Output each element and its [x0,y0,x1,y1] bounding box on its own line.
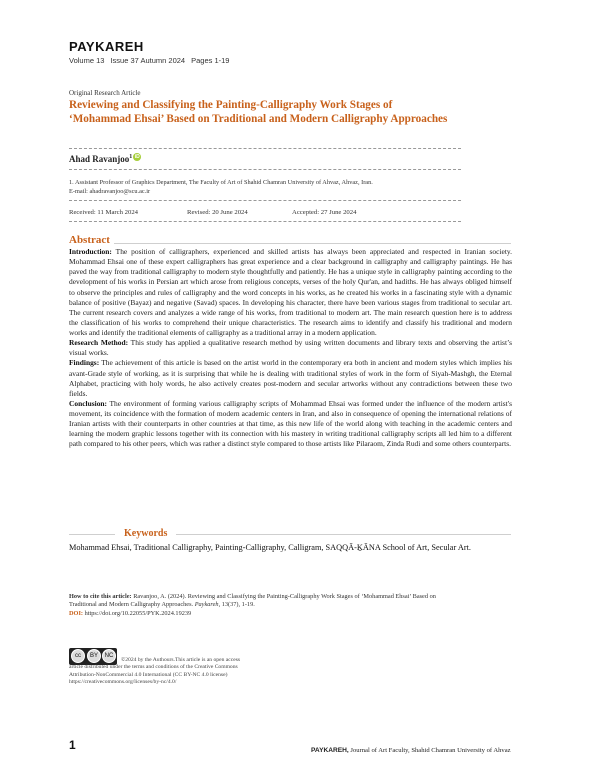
divider-dates [69,200,461,201]
citation-journal: Paykareh [194,601,219,609]
citation-label: How to cite this article: [69,593,132,600]
method-label: Research Method: [69,338,129,348]
license-line-2: article distributed under the terms and conditions of the Creative Commons [69,664,238,671]
citation-doi [69,610,461,618]
abstract-introduction [69,247,512,338]
abstract-body [69,247,512,450]
citation-text: Ravanjoo, A. (2024). Reviewing and Classifying the Painting-Calligraphy Work Stages of ‘Mohammad Ehsai’ Based on Traditional and Modern Calligraphy Approaches. [69,593,436,609]
keywords-list: Mohammad Ehsai, Traditional Calligraphy, Painting-Calligraphy, Calligram, SAQQĀ-ḴĀNA School of Art, Secular Art. [69,543,471,552]
doi-label: DOI: [69,609,83,617]
volume-issue-line [69,56,235,65]
footer-text: Journal of Art Faculty, Shahid Chamran University of Ahvaz [348,747,511,754]
revised-date: Revised: 20 June 2024 [187,209,248,216]
license-text [69,657,309,687]
findings-text: The achievement of this article is based on the artist world in the contemporary era both in ancient and modern styles which implies his avant-Grade style of working, as it is surprising that while he is dealing with traditional styles of work in the form of Siyah-Mashgh, the Eternal Alphabet, practicing with holy words, he also actively creates post-modern and secular artworks without any contradictions between these two fields. [69,358,512,398]
conclusion-label: Conclusion: [69,398,108,408]
journal-name: PAYKAREH [69,39,144,54]
cc-icon: cc [71,649,85,663]
abstract-findings [69,358,512,399]
license-line-1: ©2024 by the Authours.This article is an open access [121,657,241,663]
conclusion-text: The environment of forming various calligraphy scripts of Mohammad Ehsai was formed under the influence of the modern artist's movement, its coincidence with the formation of modern academic centers in Iran, and also in consequence of opening the international relations of Iranian artists with their counterparts in other countries at that time, as this new life of the world along with teaching in the academic centers and learning the modern graphic lessons together with its connection with his mastery in writing traditional calligraphy scripts all led him to a different path compared to his other peers, which was rather a distinct style compared to those artists like Pilaraom, Zinda Rudi and some others counterparts. [69,398,512,449]
keywords-rule-left [69,534,115,535]
doi-link[interactable]: https://doi.org/10.22055/PYK.2024.19239 [84,609,192,617]
article-type: Original Research Article [69,89,141,97]
abstract-conclusion [69,399,512,450]
received-date: Received: 11 March 2024 [69,209,139,216]
citation-volume: , 13(37), 1-19. [218,601,255,609]
findings-label: Findings: [69,358,100,368]
license-link[interactable]: https://creativecommons.org/licenses/by-nc/4.0/ [69,679,177,686]
article-title: Reviewing and Classifying the Painting-Calligraphy Work Stages of ‘Mohammad Ehsai’ Based on Traditional and Modern Calligraphy Approaches [69,99,448,125]
abstract-rule [114,243,511,244]
author-email[interactable]: E-mail: ahadravanjoo@scu.ac.ir [69,187,151,195]
divider-abstract [69,221,461,222]
author-name: Ahad Ravanjoo [69,154,130,164]
author [69,153,141,164]
abstract-heading: Abstract [69,234,110,246]
citation [69,593,461,618]
page-number: 1 [69,738,76,752]
intro-text: The position of calligraphers, experienced and skilled artists has always been appreciated and respected in Iranian society. Mohammad Ehsai one of these expert calligraphers has great experience and a clear background in calligraphy and calligraphy paintings. He has paved the way from traditional calligraphy to modern style thoughtfully and patiently. He has a unique style in calligraphy painting according to the development of his works in Persian art which arose from religious concepts, verses of the holy Qur'an, and hadiths. He has always obliged himself to observe the principles and rules of calligraphy and the word concepts in his works, as he created his works in a fascinating style with a dynamic balance of positive (Bayaz) and negative (Savad) spaces. In developing his character, there have been various stages from traditional to secular art. The current research covers and analyzes a wide range of his works, from traditional to modern art. The main research question here is to address the classification of his works to comprehend their unique characteristics. The research aims to identify and classify his traditional and modern works and identify the traditional elements of calligraphy as a traditional array in a modern application. [69,247,512,337]
divider-author [69,169,461,170]
accepted-date: Accepted: 27 June 2024 [292,209,357,216]
divider-top [69,148,461,149]
issue: Issue 37 Autumn 2024 [110,56,186,65]
affiliation [69,179,373,196]
keywords-rule-right [176,534,511,535]
footer [311,747,511,754]
intro-label: Introduction: [69,247,112,256]
affiliation-line: 1. Assistant Professor of Graphics Department, The Faculty of Art of Shahid Chamran University of Ahvaz, Ahvaz, Iran. [69,179,373,186]
license-line-3: Attribution-NonCommercial 4.0 International (CC BY-NC 4.0 license) [69,671,228,678]
author-superscript: 1 [129,154,133,160]
method-text: This study has applied a qualitative research method by using written documents and library texts and observing the artist’s visual works. [69,338,512,358]
citation-body [69,593,461,610]
orcid-icon[interactable]: iD [134,154,140,160]
abstract-method [69,338,512,358]
footer-journal: PAYKAREH, [311,747,349,754]
by-icon: BY [87,649,101,663]
volume: Volume 13 [69,56,105,65]
keywords-heading: Keywords [124,528,168,539]
nc-icon: NC [102,649,116,663]
pages: Pages 1-19 [191,56,230,65]
